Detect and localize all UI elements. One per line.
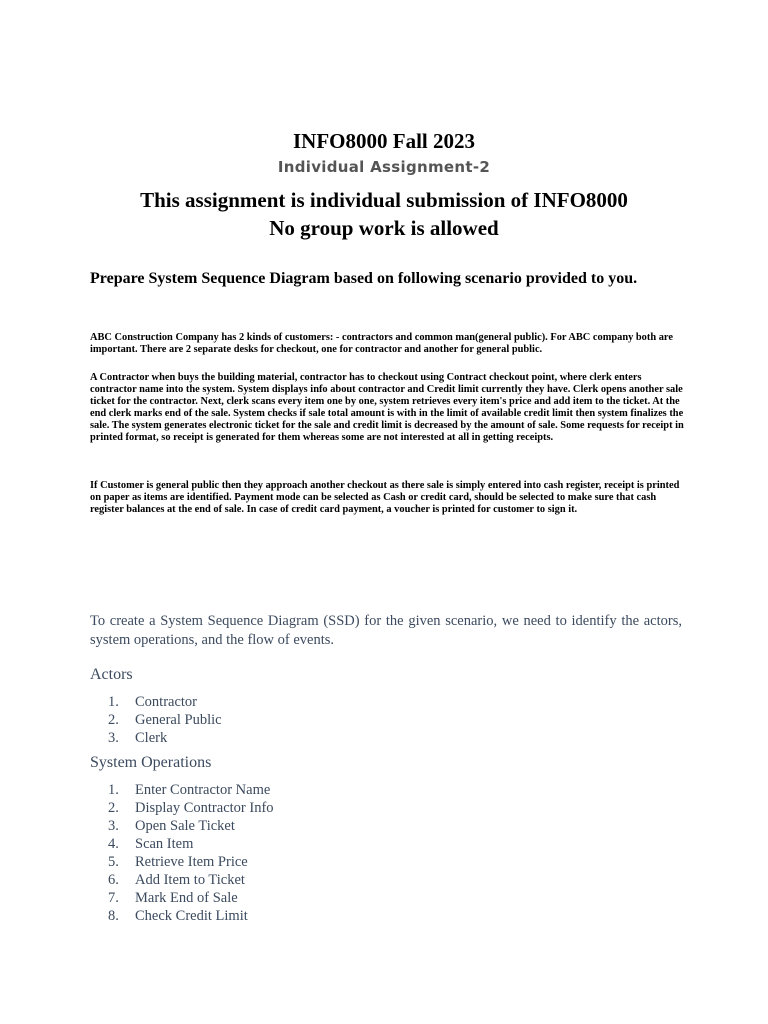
actor-label: Contractor	[135, 694, 198, 710]
notice-line-1: This assignment is individual submission of INFO8000	[140, 188, 628, 212]
list-item	[108, 907, 274, 925]
list-number: 3.	[108, 818, 119, 834]
operation-label: Add Item to Ticket	[135, 872, 245, 888]
actors-heading: Actors	[90, 666, 133, 683]
task-heading: Prepare System Sequence Diagram based on following scenario provided to you.	[90, 270, 638, 287]
operations-list	[108, 781, 274, 925]
list-number: 8.	[108, 908, 119, 924]
scenario-paragraph: A Contractor when buys the building material, contractor has to checkout using Contract checkout point, where clerk enters contractor name into the system. System displays info about contractor and Credit limit currently they have. Clerk opens another sale ticket for the contractor. Next, clerk scans every item one by one, system retrieves every item's price and add item to the ticket. At the end clerk marks end of the sale. System checks if sale total amount is with in the limit of available credit limit then system finalizes the sale. The system generates electronic ticket for the sale and credit limit is decreased by the amount of sale. Some requests for receipt in printed format, so receipt is generated for them whereas some are not interested at all in getting receipts.	[90, 372, 684, 443]
list-number: 6.	[108, 872, 119, 888]
list-item	[108, 781, 274, 799]
scenario-paragraph: If Customer is general public then they approach another checkout as there sale is simply entered into cash register, receipt is printed on paper as items are identified. Payment mode can be selected as Cash or credit card, should be selected to make sure that cash register balances at the end of sale. In case of credit card payment, a voucher is printed for customer to sign it.	[90, 480, 680, 515]
list-number: 2.	[108, 800, 119, 816]
scenario-paragraph: ABC Construction Company has 2 kinds of customers: - contractors and common man(general public). For ABC company both are important. There are 2 separate desks for checkout, one for contractor and another for general public.	[90, 332, 673, 355]
list-number: 5.	[108, 854, 119, 870]
list-number: 7.	[108, 890, 119, 906]
list-item	[108, 711, 222, 729]
actors-list	[108, 693, 222, 747]
list-number: 1.	[108, 694, 119, 710]
notice-line-2: No group work is allowed	[269, 216, 499, 240]
list-number: 3.	[108, 730, 119, 746]
document-subtitle: Individual Assignment-2	[277, 158, 491, 176]
list-item	[108, 853, 274, 871]
list-item	[108, 889, 274, 907]
list-item	[108, 693, 222, 711]
list-item	[108, 871, 274, 889]
list-number: 1.	[108, 782, 119, 798]
operations-heading: System Operations	[90, 754, 212, 771]
operation-label: Open Sale Ticket	[135, 818, 235, 834]
operation-label: Retrieve Item Price	[135, 854, 248, 870]
operation-label: Check Credit Limit	[135, 908, 248, 924]
answer-intro: To create a System Sequence Diagram (SSD) for the given scenario, we need to identify the actors, system operations, and the flow of events.	[90, 613, 682, 648]
submission-notice	[0, 186, 768, 242]
list-item	[108, 835, 274, 853]
operation-label: Mark End of Sale	[135, 890, 238, 906]
list-number: 2.	[108, 712, 119, 728]
list-item	[108, 729, 222, 747]
actor-label: General Public	[135, 712, 222, 728]
list-item	[108, 799, 274, 817]
operation-label: Enter Contractor Name	[135, 782, 271, 798]
operation-label: Scan Item	[135, 836, 194, 852]
list-number: 4.	[108, 836, 119, 852]
list-item	[108, 817, 274, 835]
document-title: INFO8000 Fall 2023	[293, 129, 475, 153]
actor-label: Clerk	[135, 730, 168, 746]
operation-label: Display Contractor Info	[135, 800, 274, 816]
